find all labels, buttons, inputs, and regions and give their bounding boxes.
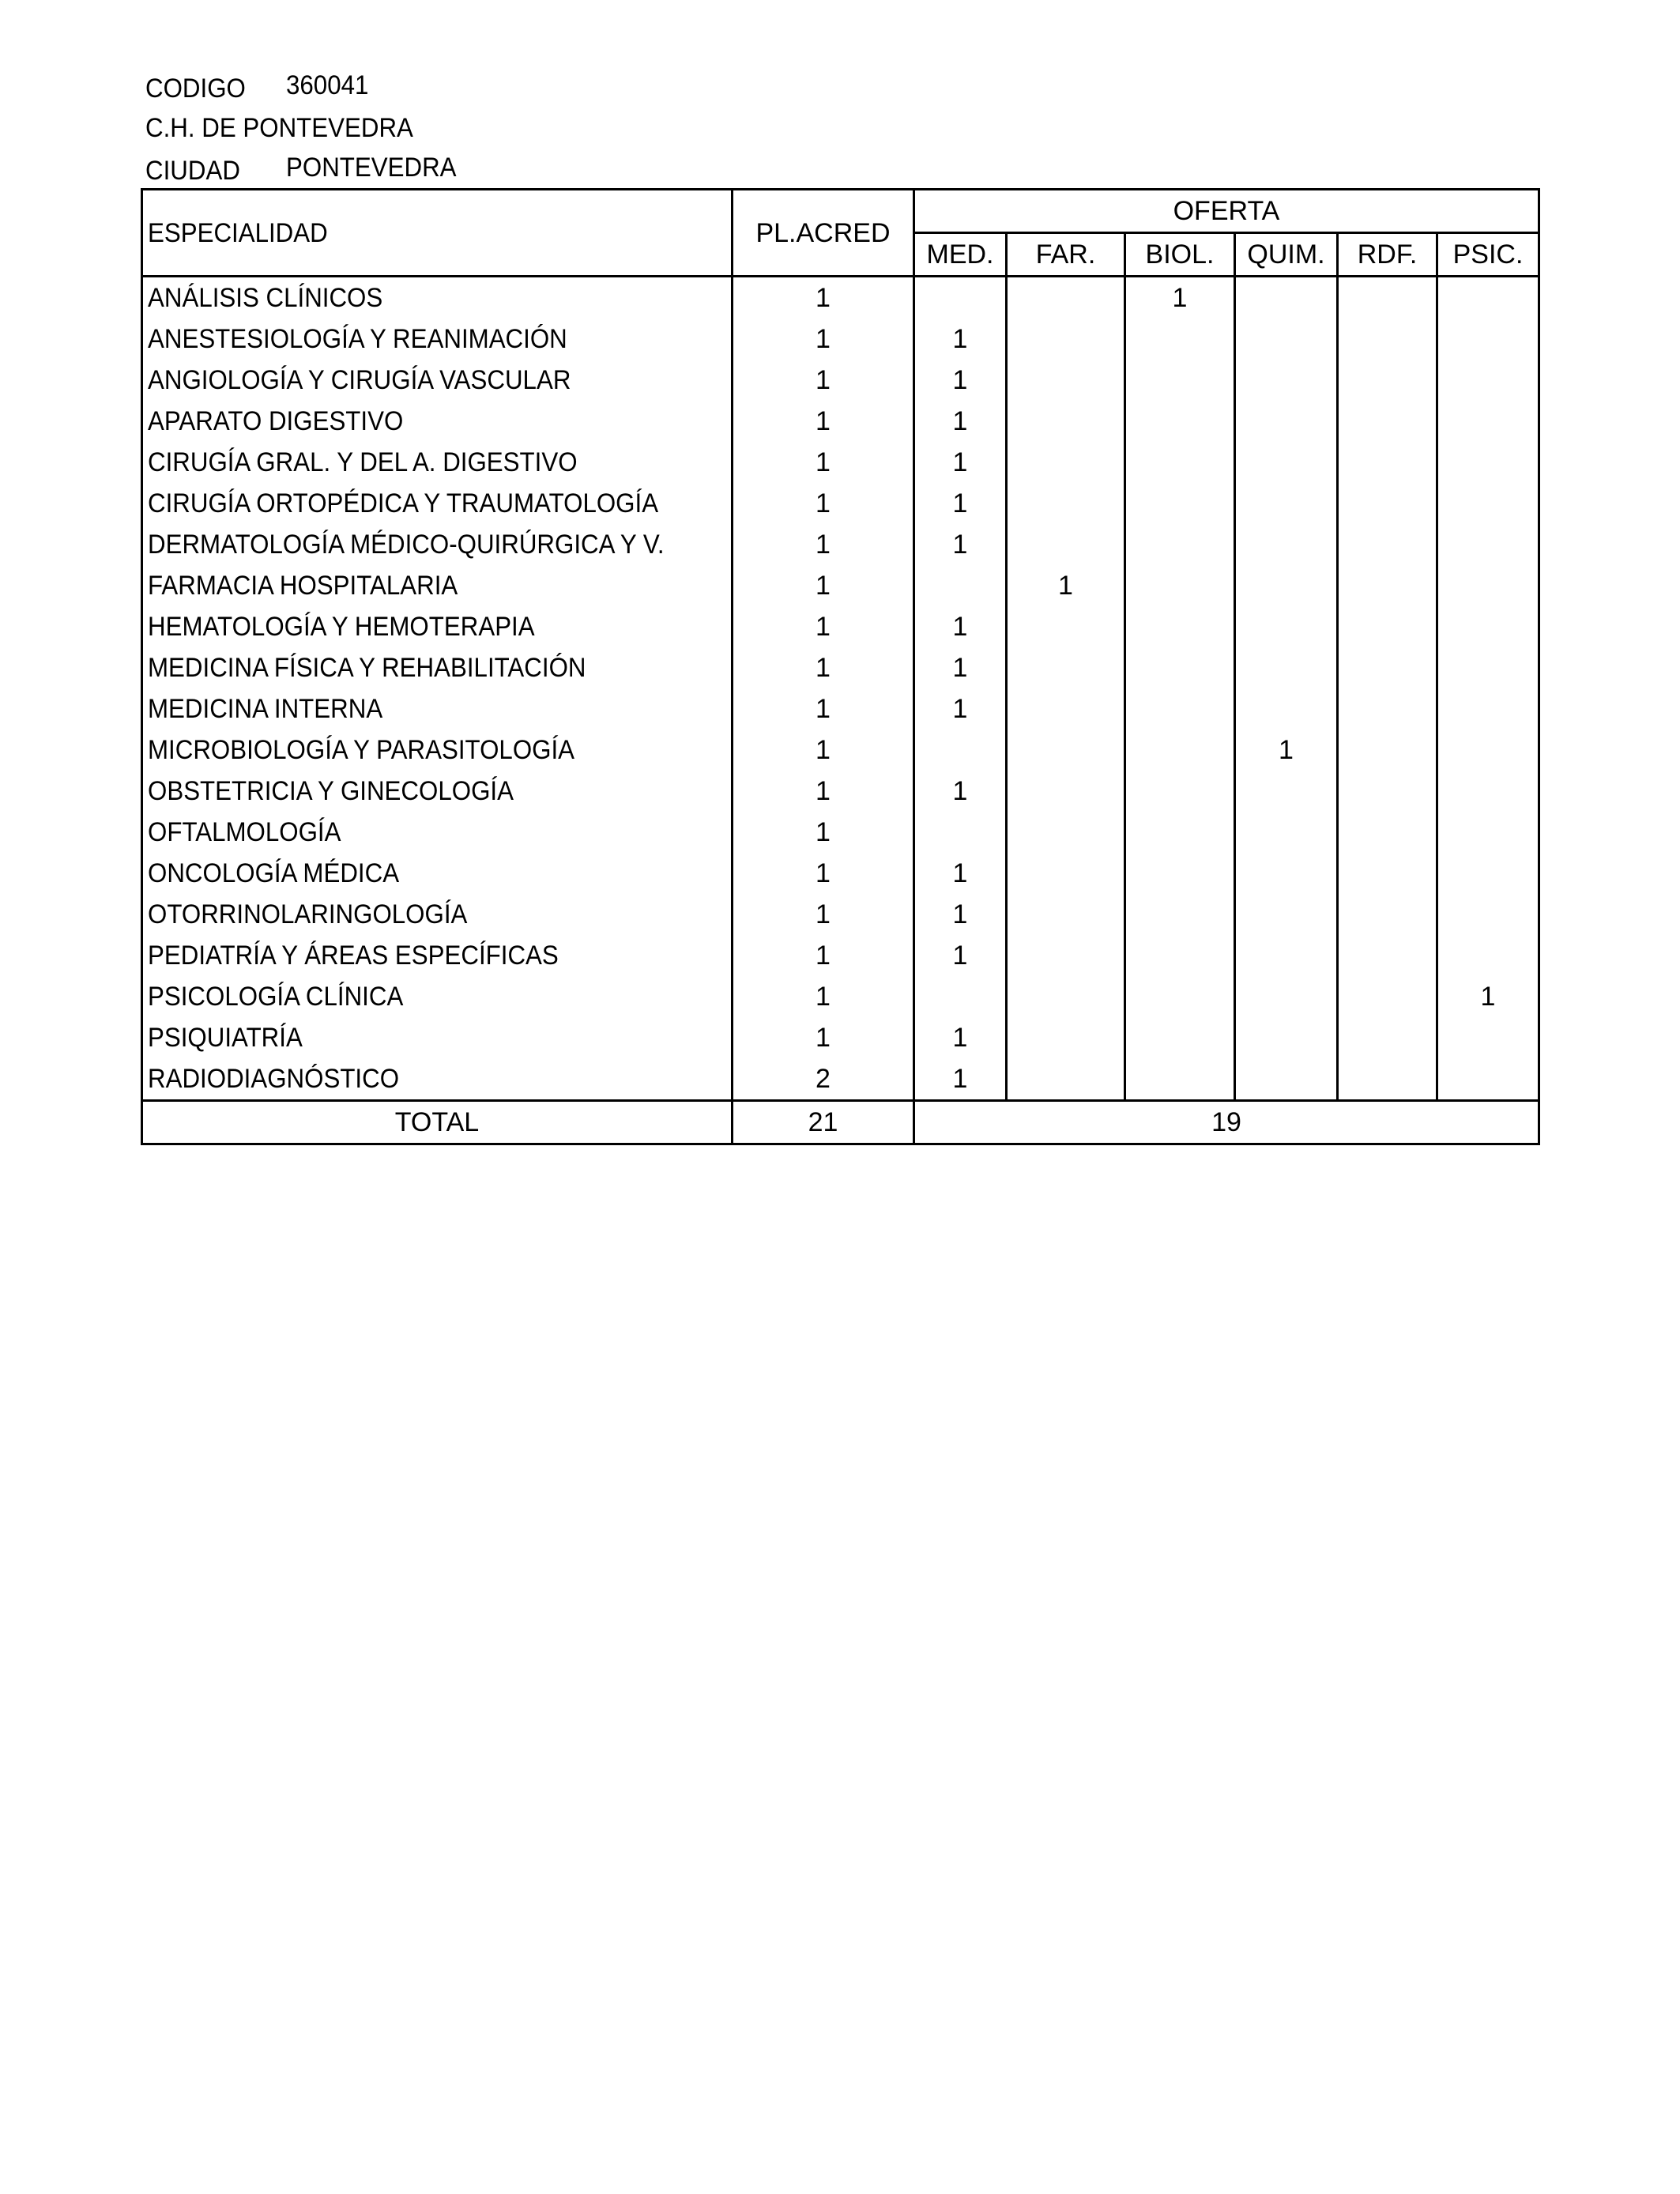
row-rdf — [1338, 894, 1437, 935]
row-rdf — [1338, 442, 1437, 483]
table-row — [142, 606, 1539, 647]
row-med: 1 — [914, 483, 1007, 524]
row-psic — [1437, 935, 1539, 976]
row-med: 1 — [914, 606, 1007, 647]
row-biol: 1 — [1125, 277, 1235, 319]
row-far — [1007, 483, 1125, 524]
row-quim — [1235, 894, 1338, 935]
row-especialidad: PEDIATRÍA Y ÁREAS ESPECÍFICAS — [142, 935, 733, 976]
row-placred: 1 — [733, 976, 914, 1017]
row-quim — [1235, 1017, 1338, 1058]
col-header-oferta: OFERTA — [914, 190, 1539, 233]
row-med — [914, 277, 1007, 319]
row-rdf — [1338, 524, 1437, 565]
table-row — [142, 729, 1539, 771]
row-placred: 1 — [733, 729, 914, 771]
row-placred: 1 — [733, 771, 914, 812]
row-rdf — [1338, 688, 1437, 729]
row-placred: 1 — [733, 812, 914, 853]
row-rdf — [1338, 483, 1437, 524]
row-placred: 1 — [733, 853, 914, 894]
row-biol — [1125, 894, 1235, 935]
table-row — [142, 976, 1539, 1017]
table-row — [142, 360, 1539, 401]
row-especialidad: ANESTESIOLOGÍA Y REANIMACIÓN — [142, 319, 733, 360]
row-far — [1007, 688, 1125, 729]
row-biol — [1125, 360, 1235, 401]
row-placred: 1 — [733, 319, 914, 360]
row-biol — [1125, 1058, 1235, 1101]
row-med — [914, 812, 1007, 853]
col-header-rdf: RDF. — [1338, 233, 1437, 277]
row-rdf — [1338, 812, 1437, 853]
row-rdf — [1338, 771, 1437, 812]
row-biol — [1125, 1017, 1235, 1058]
row-biol — [1125, 853, 1235, 894]
row-psic — [1437, 442, 1539, 483]
table-row — [142, 894, 1539, 935]
row-placred: 1 — [733, 935, 914, 976]
row-psic — [1437, 360, 1539, 401]
codigo-label: CODIGO — [145, 74, 246, 104]
row-far — [1007, 771, 1125, 812]
row-quim — [1235, 647, 1338, 688]
row-med: 1 — [914, 935, 1007, 976]
row-especialidad: ANGIOLOGÍA Y CIRUGÍA VASCULAR — [142, 360, 733, 401]
row-quim — [1235, 935, 1338, 976]
row-quim — [1235, 319, 1338, 360]
row-quim: 1 — [1235, 729, 1338, 771]
row-biol — [1125, 442, 1235, 483]
table-row — [142, 647, 1539, 688]
row-med: 1 — [914, 401, 1007, 442]
total-row — [142, 1101, 1539, 1144]
row-especialidad: PSIQUIATRÍA — [142, 1017, 733, 1058]
row-med: 1 — [914, 442, 1007, 483]
table-row — [142, 483, 1539, 524]
row-med: 1 — [914, 1058, 1007, 1101]
col-header-especialidad: ESPECIALIDAD — [142, 190, 733, 277]
row-especialidad: FARMACIA HOSPITALARIA — [142, 565, 733, 606]
row-biol — [1125, 606, 1235, 647]
row-far — [1007, 606, 1125, 647]
row-rdf — [1338, 606, 1437, 647]
row-med: 1 — [914, 894, 1007, 935]
row-especialidad: ANÁLISIS CLÍNICOS — [142, 277, 733, 319]
row-psic — [1437, 565, 1539, 606]
row-far — [1007, 277, 1125, 319]
row-placred: 1 — [733, 1017, 914, 1058]
row-quim — [1235, 565, 1338, 606]
row-psic — [1437, 606, 1539, 647]
row-psic — [1437, 1017, 1539, 1058]
row-placred: 1 — [733, 647, 914, 688]
row-biol — [1125, 729, 1235, 771]
row-quim — [1235, 853, 1338, 894]
row-far — [1007, 976, 1125, 1017]
row-especialidad: APARATO DIGESTIVO — [142, 401, 733, 442]
row-especialidad: MICROBIOLOGÍA Y PARASITOLOGÍA — [142, 729, 733, 771]
col-header-quim: QUIM. — [1235, 233, 1338, 277]
row-quim — [1235, 812, 1338, 853]
row-placred: 1 — [733, 524, 914, 565]
ciudad-label: CIUDAD — [145, 156, 240, 186]
hospital-name: C.H. DE PONTEVEDRA — [145, 113, 413, 143]
col-header-placred: PL.ACRED — [733, 190, 914, 277]
row-far — [1007, 1017, 1125, 1058]
table-row — [142, 853, 1539, 894]
table-row — [142, 812, 1539, 853]
row-psic — [1437, 771, 1539, 812]
total-placred: 21 — [733, 1101, 914, 1144]
row-far — [1007, 1058, 1125, 1101]
codigo-value: 360041 — [286, 70, 369, 100]
total-oferta: 19 — [914, 1101, 1539, 1144]
row-biol — [1125, 771, 1235, 812]
especialidades-table — [141, 188, 1540, 1145]
table-row — [142, 688, 1539, 729]
row-psic — [1437, 647, 1539, 688]
row-biol — [1125, 647, 1235, 688]
row-especialidad: DERMATOLOGÍA MÉDICO-QUIRÚRGICA Y V. — [142, 524, 733, 565]
row-med — [914, 729, 1007, 771]
row-far — [1007, 812, 1125, 853]
col-header-psic: PSIC. — [1437, 233, 1539, 277]
row-biol — [1125, 401, 1235, 442]
row-especialidad: HEMATOLOGÍA Y HEMOTERAPIA — [142, 606, 733, 647]
row-med: 1 — [914, 360, 1007, 401]
row-quim — [1235, 771, 1338, 812]
row-quim — [1235, 277, 1338, 319]
row-placred: 1 — [733, 565, 914, 606]
row-far — [1007, 401, 1125, 442]
row-especialidad: PSICOLOGÍA CLÍNICA — [142, 976, 733, 1017]
row-psic — [1437, 853, 1539, 894]
table-row — [142, 442, 1539, 483]
row-psic — [1437, 729, 1539, 771]
row-biol — [1125, 483, 1235, 524]
row-especialidad: OFTALMOLOGÍA — [142, 812, 733, 853]
row-psic — [1437, 894, 1539, 935]
row-especialidad: MEDICINA FÍSICA Y REHABILITACIÓN — [142, 647, 733, 688]
row-psic — [1437, 483, 1539, 524]
ciudad-value: PONTEVEDRA — [286, 153, 457, 183]
row-psic — [1437, 524, 1539, 565]
row-rdf — [1338, 319, 1437, 360]
row-rdf — [1338, 401, 1437, 442]
row-med — [914, 565, 1007, 606]
row-far — [1007, 360, 1125, 401]
row-rdf — [1338, 647, 1437, 688]
row-rdf — [1338, 565, 1437, 606]
row-rdf — [1338, 1058, 1437, 1101]
row-placred: 1 — [733, 401, 914, 442]
row-psic — [1437, 319, 1539, 360]
row-especialidad: CIRUGÍA GRAL. Y DEL A. DIGESTIVO — [142, 442, 733, 483]
row-especialidad: MEDICINA INTERNA — [142, 688, 733, 729]
row-rdf — [1338, 360, 1437, 401]
row-placred: 1 — [733, 360, 914, 401]
col-header-biol: BIOL. — [1125, 233, 1235, 277]
row-psic — [1437, 401, 1539, 442]
row-med: 1 — [914, 319, 1007, 360]
row-especialidad: CIRUGÍA ORTOPÉDICA Y TRAUMATOLOGÍA — [142, 483, 733, 524]
row-med: 1 — [914, 524, 1007, 565]
row-far — [1007, 729, 1125, 771]
row-biol — [1125, 812, 1235, 853]
table-row — [142, 277, 1539, 319]
row-biol — [1125, 565, 1235, 606]
table-row — [142, 771, 1539, 812]
row-biol — [1125, 935, 1235, 976]
row-med: 1 — [914, 688, 1007, 729]
row-quim — [1235, 606, 1338, 647]
row-quim — [1235, 688, 1338, 729]
col-header-far: FAR. — [1007, 233, 1125, 277]
row-quim — [1235, 442, 1338, 483]
row-rdf — [1338, 976, 1437, 1017]
row-med — [914, 976, 1007, 1017]
row-med: 1 — [914, 853, 1007, 894]
table-row — [142, 401, 1539, 442]
table-row — [142, 1058, 1539, 1101]
row-far — [1007, 894, 1125, 935]
row-quim — [1235, 401, 1338, 442]
table-row — [142, 935, 1539, 976]
row-quim — [1235, 360, 1338, 401]
row-med: 1 — [914, 1017, 1007, 1058]
row-med: 1 — [914, 771, 1007, 812]
row-especialidad: RADIODIAGNÓSTICO — [142, 1058, 733, 1101]
row-rdf — [1338, 935, 1437, 976]
row-psic — [1437, 812, 1539, 853]
row-especialidad: OBSTETRICIA Y GINECOLOGÍA — [142, 771, 733, 812]
table-row — [142, 1017, 1539, 1058]
row-psic — [1437, 688, 1539, 729]
row-placred: 1 — [733, 894, 914, 935]
row-biol — [1125, 976, 1235, 1017]
row-rdf — [1338, 853, 1437, 894]
row-placred: 1 — [733, 277, 914, 319]
row-placred: 1 — [733, 483, 914, 524]
row-biol — [1125, 524, 1235, 565]
row-especialidad: ONCOLOGÍA MÉDICA — [142, 853, 733, 894]
row-quim — [1235, 483, 1338, 524]
row-far — [1007, 853, 1125, 894]
row-especialidad: OTORRINOLARINGOLOGÍA — [142, 894, 733, 935]
row-rdf — [1338, 277, 1437, 319]
row-med: 1 — [914, 647, 1007, 688]
row-quim — [1235, 1058, 1338, 1101]
row-placred: 1 — [733, 442, 914, 483]
table-row — [142, 524, 1539, 565]
row-far — [1007, 442, 1125, 483]
row-far — [1007, 935, 1125, 976]
row-quim — [1235, 524, 1338, 565]
row-biol — [1125, 688, 1235, 729]
col-header-med: MED. — [914, 233, 1007, 277]
total-label: TOTAL — [142, 1101, 733, 1144]
row-quim — [1235, 976, 1338, 1017]
row-far: 1 — [1007, 565, 1125, 606]
row-far — [1007, 319, 1125, 360]
row-rdf — [1338, 1017, 1437, 1058]
table-row — [142, 565, 1539, 606]
row-far — [1007, 524, 1125, 565]
row-psic: 1 — [1437, 976, 1539, 1017]
row-placred: 2 — [733, 1058, 914, 1101]
row-far — [1007, 647, 1125, 688]
row-placred: 1 — [733, 606, 914, 647]
row-biol — [1125, 319, 1235, 360]
table-row — [142, 319, 1539, 360]
row-psic — [1437, 1058, 1539, 1101]
row-psic — [1437, 277, 1539, 319]
row-placred: 1 — [733, 688, 914, 729]
row-rdf — [1338, 729, 1437, 771]
